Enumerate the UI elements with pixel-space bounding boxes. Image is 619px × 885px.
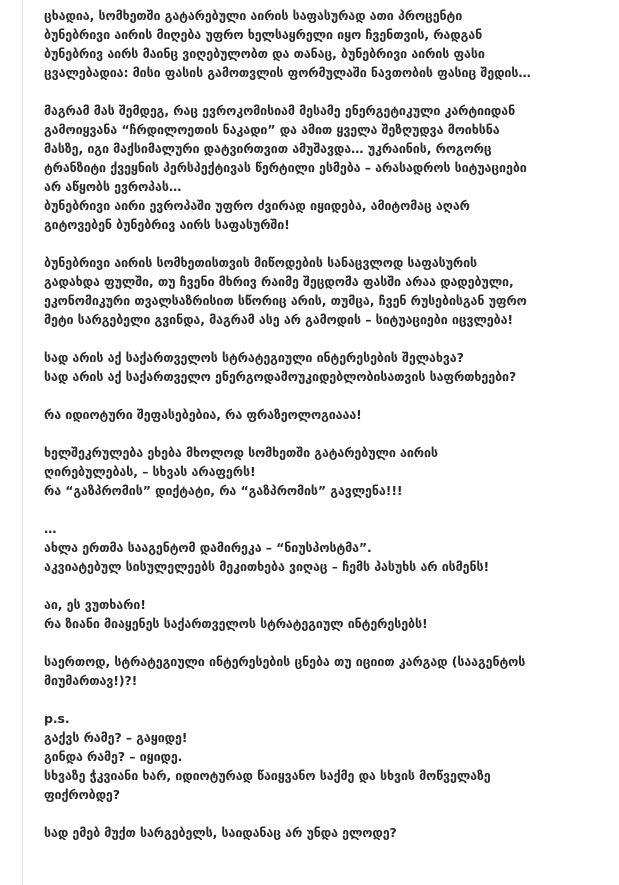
text-line: გიტოვებენ ბუნებრივ აირს საფასურში! (44, 217, 290, 232)
paragraph (44, 101, 606, 234)
text-line: რა “გაზპრომის” დიქტატი, რა “გაზპრომის” გავლენა!!! (44, 483, 403, 498)
article-body (44, 6, 606, 861)
text-line: ბუნებრივი აირის მიღება უფრო ხელსაყრელი იყო ჩვენთვის, რადგან (44, 27, 483, 42)
text-line: სად არის აქ საქართველო ენერგოდამოუკიდებლობისათვის საფრთხეები? (44, 369, 517, 384)
text-line: გინდა რამე? – იყიდე. (44, 749, 183, 764)
text-line: ხელშეკრულება ეხება მხოლოდ სომხეთში გატარებული აირის (44, 445, 438, 460)
text-line: ტრანზიტი ქვეყნის პერსპექტივას წერტილი ესმება – არასადროს სიტუაციები (44, 160, 527, 175)
paragraph (44, 709, 606, 804)
text-line: სხვაზე ჭკვიანი ხარ, იდიოტურად წაიყვანო საქმე და სხვის მოწველაზე (44, 768, 491, 783)
text-line: აი, ეს ვუთხარი! (44, 597, 146, 612)
text-line: ღირებულებას, – სხვას არაფერს! (44, 464, 256, 479)
text-line: … (44, 521, 57, 536)
paragraph (44, 519, 606, 576)
text-line: გადახდა ფულში, თუ ჩვენი მხრივ რაიმე შეცდომა ფასში არაა დადებული, (44, 274, 514, 289)
text-line: ახლა ერთმა სააგენტომ დამირეკა – “ნიუსპოსტმა”. (44, 540, 372, 555)
text-line: მეტი სარგებელი გვინდა, მაგრამ ასე არ გამოდის – სიტუაციები იცვლება! (44, 312, 513, 327)
text-line: არ აწყობს ევროპას… (44, 179, 182, 194)
paragraph (44, 595, 606, 633)
left-border-rule (22, 0, 23, 885)
text-line: ფიქრობდე? (44, 787, 120, 802)
paragraph (44, 6, 606, 82)
text-line: გამოიყვანა “ჩრდილოეთის ნაკადი” და ამით ყველა შეზღუდვა მოიხსნა (44, 122, 500, 137)
text-line: გაქვს რამე? – გაყიდე! (44, 730, 188, 745)
text-line: p.s. (44, 711, 70, 726)
text-line: მასზე, იგი მაქსიმალური დატვირთვით ამუშავდა… უკრაინის, როგორც (44, 141, 492, 156)
text-line: რა იდიოტური შეფასებებია, რა ფრაზეოლოგიააა! (44, 407, 362, 422)
paragraph (44, 253, 606, 329)
paragraph (44, 443, 606, 500)
text-line: აკვიატებულ სისულელეებს მეკითხება ვიღაც – ჩემს პასუხს არ ისმენს! (44, 559, 490, 574)
paragraph (44, 823, 606, 842)
text-line: ცხადია, სომხეთში გატარებული აირის საფასურად ათი პროცენტი (44, 8, 463, 23)
text-line: მიუმართავ!)?! (44, 673, 138, 688)
text-line: ცვალებადია: მისი ფასის გამოთვლის ფორმულაში ნავთობის ფასიც შედის… (44, 65, 531, 80)
text-line: სად ემებ მუქთ სარგებელს, საიდანაც არ უნდა ელოდე? (44, 825, 397, 840)
text-line: მაგრამ მას შემდეგ, რაც ევროკომისიამ მესამე ენერგეტიკული კარტიიდან (44, 103, 516, 118)
text-line: ბუნებრივი აირი ევროპაში უფრო ძვირად იყიდება, ამიტომაც აღარ (44, 198, 470, 213)
text-line: ბუნებრივ აირს მაინც ვიღებულობთ და თანაც, ბუნებრივი აირის ფასი (44, 46, 485, 61)
text-line: ბუნებრივი აირის სომხეთისთვის მიწოდების სანაცვლოდ საფასურის (44, 255, 478, 270)
text-line: რა ზიანი მიაყენეს საქართველოს სტრატეგიულ ინტერესებს! (44, 616, 428, 631)
text-line: ეკონომიკური თვალსაზრისით სწორიც არის, თუმცა, ჩვენ რუსებისგან უფრო (44, 293, 527, 308)
text-line: სად არის აქ საქართველოს სტრატეგიული ინტერესების შელახვა? (44, 350, 464, 365)
paragraph (44, 652, 606, 690)
text-line: საერთოდ, სტრატეგიული ინტერესების ცნება თუ იციით კარგად (სააგენტოს (44, 654, 526, 669)
paragraph (44, 348, 606, 386)
paragraph (44, 405, 606, 424)
